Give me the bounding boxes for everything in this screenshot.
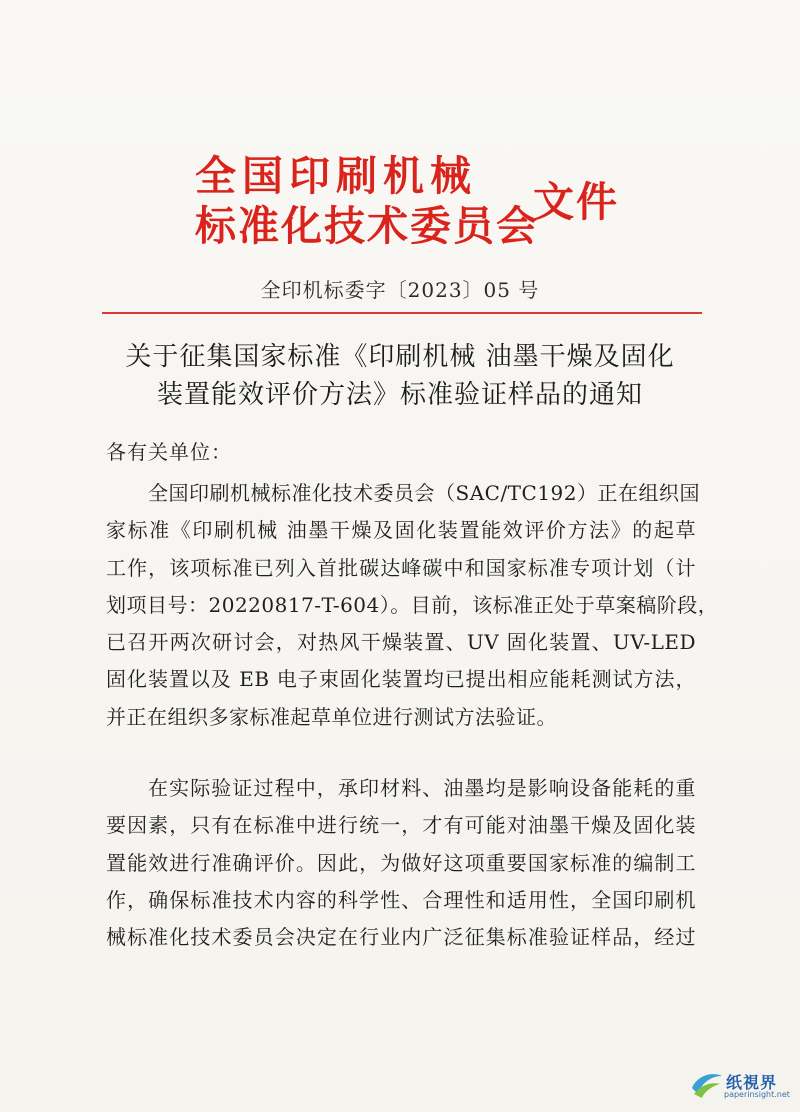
paragraph-line: 作，确保标准技术内容的科学性、合理性和适用性，全国印刷机 [106,887,696,912]
paragraph-line: 家标准《印刷机械 油墨干燥及固化装置能效评价方法》的起草 [106,518,696,543]
watermark-name: 纸視界 [726,1073,778,1092]
header-line-2: 标准化技术委员会 [195,202,539,250]
paragraph-2 [106,770,696,956]
paragraph-line: 在实际验证过程中，承印材料、油墨均是影响设备能耗的重 [148,776,696,800]
site-watermark [690,1064,790,1106]
paragraph-line: 固化装置以及 EB 电子束固化装置均已提出相应能耗测试方法， [106,667,696,692]
paragraph-line: 并正在组织多家标准起草单位进行测试方法验证。 [106,704,557,729]
swoosh-logo-icon [690,1070,724,1100]
paragraph-line: 划项目号：20220817-T-604）。目前，该标准正处于草案稿阶段， [106,592,719,617]
watermark-url: paperinsight.net [724,1090,790,1099]
paragraph-line: 械标准化技术委员会决定在行业内广泛征集标准验证样品，经过 [106,925,696,950]
header-line-1: 全国印刷机械 [195,152,477,200]
issuing-authority-header [195,148,625,248]
paragraph-line: 工作，该项标准已列入首批碳达峰碳中和国家标准专项计划（计 [106,555,696,580]
document-number: 全印机标委字〔2023〕05 号 [260,278,540,302]
header-suffix: 文件 [533,178,619,226]
title-line-2: 装置能效评价方法》标准验证样品的通知 [156,380,643,410]
paragraph-line: 置能效进行准确评价。因此，为做好这项重要国家标准的编制工 [106,850,696,875]
salutation: 各有关单位： [106,440,232,464]
title-line-1: 关于征集国家标准《印刷机械 油墨干燥及固化 [125,342,675,372]
paragraph-1 [106,475,719,736]
paragraph-line: 已召开两次研讨会，对热风干燥装置、UV 固化装置、UV-LED [106,630,696,655]
red-divider [102,312,702,314]
paragraph-line: 要因素，只有在标准中进行统一，才有可能对油墨干燥及固化装 [106,813,696,838]
paragraph-line: 全国印刷机械标准化技术委员会（SAC/TC192）正在组织国 [148,481,701,505]
notice-title [40,338,760,414]
